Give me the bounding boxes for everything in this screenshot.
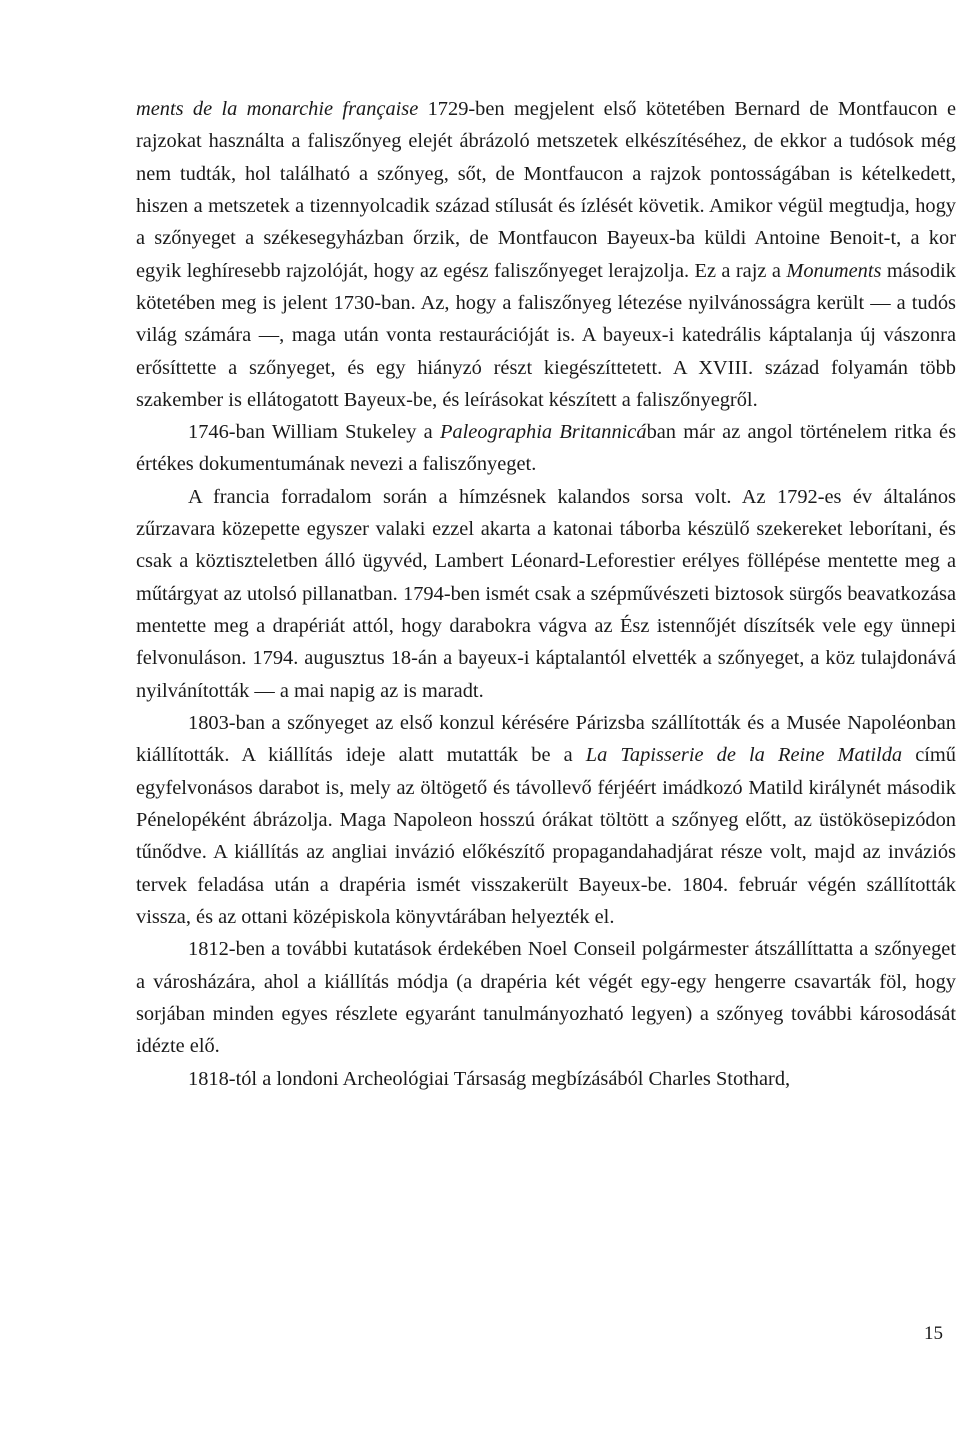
text-run: 1746-ban William Stukeley a — [188, 420, 440, 443]
page-number: 15 — [924, 1323, 943, 1344]
page-body — [136, 93, 956, 1095]
text-run: 1803-ban a szőnyeget az első konzul kérésére Párizsba szállították és a Musée Napoléonban kiállították. A kiállítás ideje alatt mutatták be a — [136, 712, 956, 767]
text-run: A francia forradalom során a hímzésnek kalandos sorsa volt. Az 1792-es év általános zűrzavara közepette egyszer valaki ezzel akarta a katonai táborba készülő szekereket leborítani, és csak a köztiszteletben álló ügyvéd, Lambert Léonard-Leforestier erélyes föllépése mentette meg a műtárgyat az utolsó pillanatban. 1794-ben ismét csak a szépművészeti biztosok sürgős beavatkozása mentette meg a drapériát attól, hogy darabokra vágva az Ész istennőjét díszítsék vele egy ünnepi felvonuláson. 1794. augusztus 18-án a bayeux-i káptalantól elvették a szőnyeget, a köz tulajdonává nyilvánították — a mai napig az is maradt. — [136, 485, 956, 702]
paragraph — [136, 93, 956, 416]
text-run: második kötetében meg is jelent 1730-ban. Az, hogy a faliszőnyeg létezése nyilvánosságra került — a tudós világ számára —, maga után vonta restaurációját is. A bayeux-i katedrális káptalanja új vászonra erősíttette a szőnyeget, és egy hiányzó részt kiegészíttetett. A XVIII. század folyamán több szakember is ellátogatott Bayeux-be, és leírásokat készített a faliszőnyegről. — [136, 259, 956, 412]
italic-text: Monuments — [786, 259, 882, 282]
paragraph — [136, 481, 956, 707]
italic-text: Paleographia Britannicá — [439, 420, 647, 443]
text-run: 1818-tól a londoni Archeológiai Társaság megbízásából Charles Stothard, — [188, 1067, 791, 1090]
italic-text: ments de la monarchie française — [136, 98, 419, 120]
text-run: 1729-ben megjelent első kötetében Bernard de Montfaucon e rajzokat használta a faliszőnyeg elejét ábrázoló metszetek elkészítéséhez, de ekkor a tudósok még nem tudták, hol található a szőnyeg, sőt, de Montfaucon a rajzok pontosságában is kételkedett, hiszen a metszetek a tizennyolcadik század stílusát és ízlését követik. Amikor végül megtudja, hogy a szőnyeget a székesegyházban őrzik, de Montfaucon Bayeux-ba küldi Antoine Benoit-t, a kor egyik leghíresebb rajzolóját, hogy az egész faliszőnyeget lerajzolja. Ez a rajz a — [136, 98, 956, 282]
text-run: ban már az angol történelem ritka és értékes dokumentumának nevezi a faliszőnyeget. — [136, 420, 956, 476]
text-run: 1812-ben a további kutatások érdekében Noel Conseil polgármester átszállíttatta a szőnyeget a városházára, ahol a kiállítás módja (a drapéria két végét egy-egy hengerre csavarták föl, hogy sorjában minden egyes részlete egyaránt tanulmányozható legyen) a szőnyeg további károsodását idézte elő. — [136, 938, 956, 1058]
paragraph — [136, 416, 956, 481]
italic-text: La Tapisserie de la Reine Matilda — [585, 744, 903, 767]
paragraph — [136, 707, 956, 933]
paragraph — [136, 1063, 956, 1095]
text-run: című egyfelvonásos darabot is, mely az öltögető és távollevő férjéért imádkozó Matild királynét második Pénelopéként ábrázolja. Maga Napoleon hosszú órákat töltött a szőnyeg előtt, az üstökösepizódon tűnődve. A kiállítás az angliai invázió előkészítő propagandahadjárat része volt, majd az inváziós tervek feladása után a drapéria ismét visszakerült Bayeux-be. 1804. február végén szállították vissza, és az ottani középiskola könyvtárában helyezték el. — [136, 744, 956, 929]
paragraph — [136, 933, 956, 1062]
